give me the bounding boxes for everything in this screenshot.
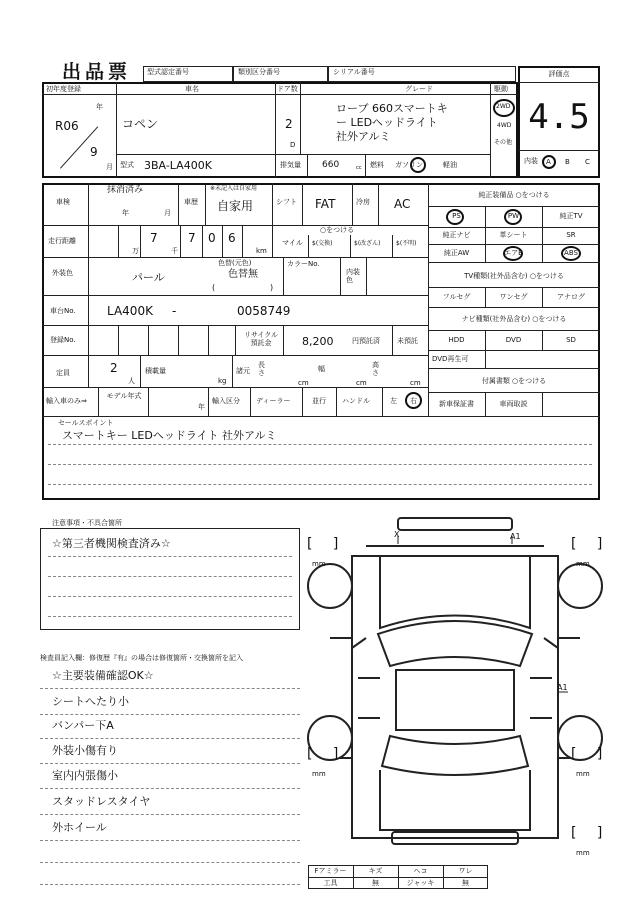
doors-label: ドア数	[277, 85, 298, 93]
equip-sr: SR	[566, 231, 576, 239]
equip-tv: 純正TV	[559, 212, 583, 220]
mileage-digit-1: 7	[150, 231, 158, 245]
cc-label: 排気量	[280, 161, 301, 169]
grade-line-3: 社外アルミ	[336, 130, 391, 143]
mm-spare: mm	[576, 849, 590, 857]
reg-label: 登録No.	[50, 336, 76, 344]
tv-analog: アナログ	[557, 293, 585, 301]
color-change-value: 色替無	[228, 269, 258, 280]
score-value: 4.5	[528, 97, 590, 137]
dims-label: 諸元	[236, 367, 250, 375]
sales-text: スマートキー LEDヘッドライト 社外アルミ	[62, 429, 277, 442]
footer-header-3: ヘコ	[413, 867, 428, 875]
handle-label: ハンドル	[342, 397, 370, 405]
interior-grade-b: B	[565, 158, 570, 166]
grade-line-1: ローブ 660スマートキ	[336, 102, 448, 115]
note-item-2: シートへたり小	[52, 695, 129, 708]
footer-value-3: ジャッキ	[406, 879, 435, 887]
doc-manual: 車両取説	[499, 400, 528, 408]
note-item-1: ☆主要装備確認OK☆	[52, 669, 154, 682]
sales-label: セールスポイント	[58, 419, 114, 427]
color-label: 外装色	[52, 269, 73, 277]
inspection-year: 年	[122, 209, 129, 217]
color-paren-right: )	[270, 283, 274, 292]
serial-label: シリアル番号	[333, 68, 375, 76]
notes-label: 注意事項・不具合箇所	[52, 519, 122, 527]
inspection-value: 抹消済み	[107, 185, 144, 195]
shift-label: シフト	[276, 198, 297, 206]
parallel-label: 並行	[312, 397, 326, 405]
note-item-6: スタッドレスタイヤ	[52, 795, 151, 808]
capacity-label: 定員	[56, 369, 70, 377]
door-d: D	[290, 141, 296, 149]
meter-opt-1: $(交換)	[312, 240, 333, 247]
interior-color-label: 内装色	[346, 268, 360, 285]
usage-label: 車歴	[184, 198, 198, 206]
equip-leather: 革シート	[499, 231, 528, 239]
load-unit: kg	[218, 377, 227, 385]
diagram-mark-x: X	[394, 530, 400, 539]
tv-fullseg: フルセグ	[442, 293, 471, 301]
grade-line-2: ー LEDヘッドライト	[336, 116, 438, 129]
navi-sd: SD	[566, 336, 576, 344]
equip-airbag: エアB	[504, 249, 523, 257]
equip-abs: ABS	[564, 249, 578, 257]
bracket-fl: [ ]	[307, 536, 347, 552]
interior-grade-a: A	[546, 158, 551, 166]
color-value: パール	[132, 271, 165, 284]
notes-line1: ☆第三者機関検査済み☆	[52, 537, 171, 550]
usage-value: 自家用	[217, 199, 254, 213]
import-class-label: 輸入区分	[212, 397, 240, 405]
color-change-label: 色替(元色)	[218, 259, 252, 267]
score-label: 評価点	[548, 70, 570, 78]
ac-label: 冷房	[356, 198, 370, 206]
mileage-unit: km	[256, 247, 267, 255]
equip-pw: PW	[507, 212, 520, 220]
diagram-mark-a1-top: A1	[510, 532, 521, 541]
bracket-rr: [ ]	[571, 746, 611, 762]
diesel-label: 軽油	[443, 161, 457, 169]
doc-title: 付属書類 ○をつける	[481, 377, 547, 385]
color-paren-left: (	[212, 283, 216, 292]
footer-header-4: ワレ	[458, 867, 473, 875]
fuel-label: 燃料	[370, 161, 384, 169]
usage-note: ※未記入は自家用	[210, 185, 258, 192]
equip-title: 純正装備品 ○をつける	[478, 191, 550, 199]
shift-value: FAT	[315, 197, 336, 211]
footer-header-2: キズ	[368, 867, 383, 875]
month-value: 9	[90, 145, 98, 159]
equip-ps: PS	[452, 212, 461, 220]
navi-hdd: HDD	[448, 336, 465, 344]
cc-value: 660	[322, 160, 340, 170]
width-cm: cm	[356, 379, 367, 387]
diagram-mark-a1-side: A1	[557, 683, 568, 692]
car-diagram	[300, 508, 620, 858]
ac-value: AC	[394, 197, 411, 211]
tv-title: TV種類(社外品含む) ○をつける	[464, 272, 564, 280]
left-label: 左	[390, 397, 397, 405]
tv-oneseg: ワンセグ	[499, 293, 528, 301]
first-reg-label: 初年度登録	[46, 85, 81, 93]
equip-navi: 純正ナビ	[442, 231, 471, 239]
interior-grade-c: C	[585, 158, 590, 166]
recycle-label: リサイクル預託金	[243, 331, 279, 348]
equip-aw: 純正AW	[443, 249, 470, 257]
footer-value-1: 工具	[323, 879, 338, 887]
cc-unit: cc	[356, 165, 362, 171]
doc-warranty: 新車保証書	[439, 400, 474, 408]
model-cert-label: 型式認定番号	[147, 68, 189, 76]
bracket-rl: [ ]	[307, 746, 347, 762]
inspection-month: 月	[164, 209, 171, 217]
width-label: 幅	[318, 365, 325, 373]
grade-label: グレード	[405, 85, 433, 93]
mileage-sen: 千	[171, 247, 178, 255]
model-year-label: モデル年式	[106, 392, 142, 400]
navi-title: ナビ種類(社外品含む) ○をつける	[461, 315, 567, 323]
fuel-circle	[410, 157, 426, 173]
year-label: 年	[96, 103, 103, 111]
interior-label: 内装	[524, 157, 538, 165]
inspector-label: 検査員記入欄：修復歴『有』の場合は修復箇所・交換箇所を記入	[40, 654, 243, 662]
drive-label: 駆動	[494, 85, 508, 93]
meter-note: ○をつける	[320, 226, 355, 234]
chassis-number: 0058749	[237, 304, 291, 318]
note-item-5: 室内内張傷小	[52, 769, 118, 782]
capacity-value: 2	[110, 361, 118, 375]
car-name-value: コペン	[122, 117, 159, 131]
right-label: 右	[410, 397, 417, 405]
type-label: 型式	[120, 161, 134, 169]
recycle-unpaid: 未預託	[397, 337, 418, 345]
mm-fl: mm	[312, 560, 326, 568]
inspection-label: 車検	[56, 198, 70, 206]
car-name-label: 車名	[185, 85, 199, 93]
mm-fr: mm	[576, 560, 590, 568]
note-item-7: 外ホイール	[52, 821, 107, 834]
mileage-digit-2: 7	[188, 231, 196, 245]
chassis-dash: -	[172, 304, 177, 318]
dealer-label: ディーラー	[256, 397, 291, 405]
mileage-man: 万	[132, 247, 139, 255]
height-cm: cm	[410, 379, 421, 387]
height-label: 高さ	[372, 361, 379, 377]
type-value: 3BA-LA400K	[144, 159, 212, 172]
era-year: R06	[55, 119, 79, 133]
recycle-paid: 円預託済	[352, 337, 380, 345]
len-label: 長さ	[258, 361, 265, 377]
fuel-value: ガソリン	[395, 161, 423, 169]
drive-2wd: 2WD	[496, 103, 511, 110]
chassis-value: LA400K	[107, 304, 153, 318]
note-item-4: 外装小傷有り	[52, 744, 118, 757]
bracket-fr: [ ]	[571, 536, 611, 552]
class-label: 類別区分番号	[238, 68, 280, 76]
meter-label: マイル	[282, 239, 303, 247]
colorno-label: カラーNo.	[287, 260, 320, 268]
load-label: 積載量	[145, 367, 166, 375]
navi-dvd: DVD	[505, 336, 522, 344]
doors-value: 2	[285, 117, 293, 131]
note-item-3: バンパー下A	[52, 719, 114, 732]
capacity-unit: 人	[128, 377, 135, 385]
footer-value-2: 無	[372, 879, 379, 887]
len-cm: cm	[298, 379, 309, 387]
mm-rr: mm	[576, 770, 590, 778]
mm-rl: mm	[312, 770, 326, 778]
import-label: 輸入車のみ⇒	[46, 397, 87, 405]
dvd-label: DVD再生可	[432, 355, 469, 363]
meter-opt-2: $(改ざん)	[354, 240, 381, 247]
footer-value-4: 無	[462, 879, 469, 887]
footer-header-1: Fアミラー	[314, 867, 347, 875]
mileage-label: 走行距離	[48, 237, 76, 245]
bracket-spare: [ ]	[571, 825, 611, 841]
mileage-digit-3: 0	[208, 231, 216, 245]
drive-other: その他	[494, 139, 513, 146]
recycle-value: 8,200	[302, 335, 334, 348]
mileage-digit-4: 6	[228, 231, 236, 245]
page-title: 出品票	[62, 61, 132, 83]
meter-opt-3: $(不明)	[396, 240, 417, 247]
drive-4wd: 4WD	[497, 122, 512, 129]
chassis-label: 車台No.	[50, 307, 76, 315]
model-year-unit: 年	[198, 403, 205, 411]
month-label: 月	[106, 163, 113, 171]
